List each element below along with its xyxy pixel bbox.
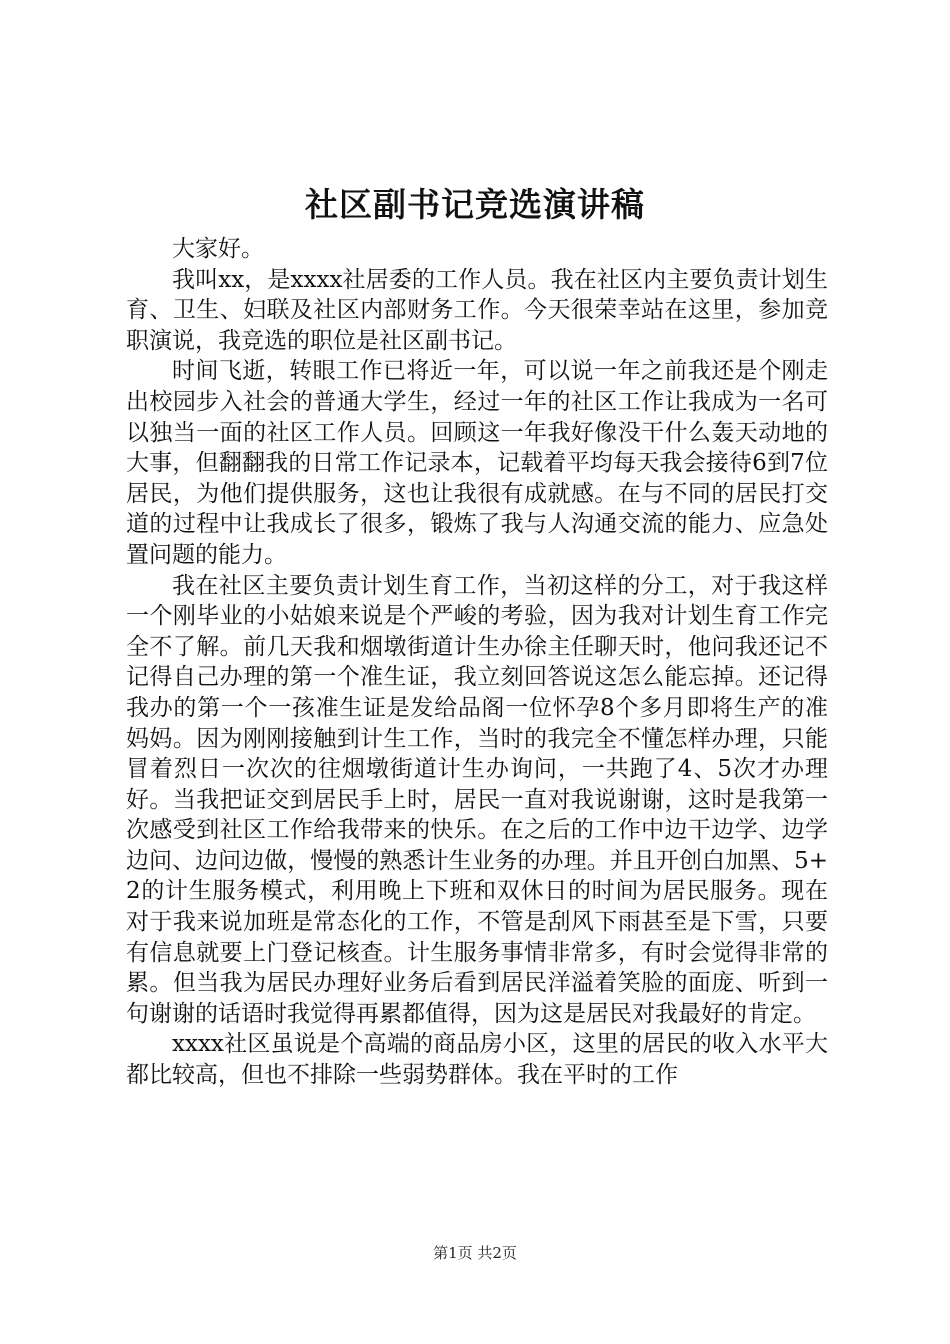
paragraph-one-year-review: 时间飞逝，转眼工作已将近一年，可以说一年之前我还是个刚走出校园步入社会的普通大学生，经过一年的社区工作让我成为一名可以独当一面的社区工作人员。回顾这一年我好像没干什么轰天动地的大事，但翻翻我的日常工作记录本，记载着平均每天我会接待6到7位居民，为他们提供服务，这也让我很有成就感。在与不同的居民打交道的过程中让我成长了很多，锻炼了我与人沟通交流的能力、应急处置问题的能力。 [126,358,828,568]
page-number-footer: 第1页 共2页 [433,1244,517,1262]
paragraph-family-planning-work: 我在社区主要负责计划生育工作，当初这样的分工，对于我这样一个刚毕业的小姑娘来说是个严峻的考验，因为我对计划生育工作完全不了解。前几天我和烟墩街道计生办徐主任聊天时，他问我还记不记得自己办理的第一个准生证，我立刻回答说这怎么能忘掉。还记得我办的第一个一孩准生证是发给品阁一位怀孕8个多月即将生产的准妈妈。因为刚刚接触到计生工作，当时的我完全不懂怎样办理，只能冒着烈日一次次的往烟墩街道计生办询问，一共跑了4、5次才办理好。当我把证交到居民手上时，居民一直对我说谢谢，这时是我第一次感受到社区工作给我带来的快乐。在之后的工作中边干边学、边学边问、边问边做，慢慢的熟悉计生业务的办理。并且开创白加黑、5+2的计生服务模式，利用晚上下班和双休日的时间为居民服务。现在对于我来说加班是常态化的工作，不管是刮风下雨甚至是下雪，只要有信息就要上门登记核查。计生服务事情非常多，有时会觉得非常的累。但当我为居民办理好业务后看到居民洋溢着笑脸的面庞、听到一句谢谢的话语时我觉得再累都值得，因为这是居民对我最好的肯定。 [126,572,828,1027]
document-title: 社区副书记竞选演讲稿 [305,185,645,224]
paragraph-greeting: 大家好。 [172,236,264,262]
document-body [126,234,828,1091]
paragraph-community-overview: xxxx社区虽说是个高端的商品房小区，这里的居民的收入水平大都比较高，但也不排除一些弱势群体。我在平时的工作 [126,1031,828,1089]
paragraph-introduction: 我叫xx，是xxxx社居委的工作人员。我在社区内主要负责计划生育、卫生、妇联及社区内部财务工作。今天很荣幸站在这里，参加竞职演说，我竞选的职位是社区副书记。 [126,266,828,354]
